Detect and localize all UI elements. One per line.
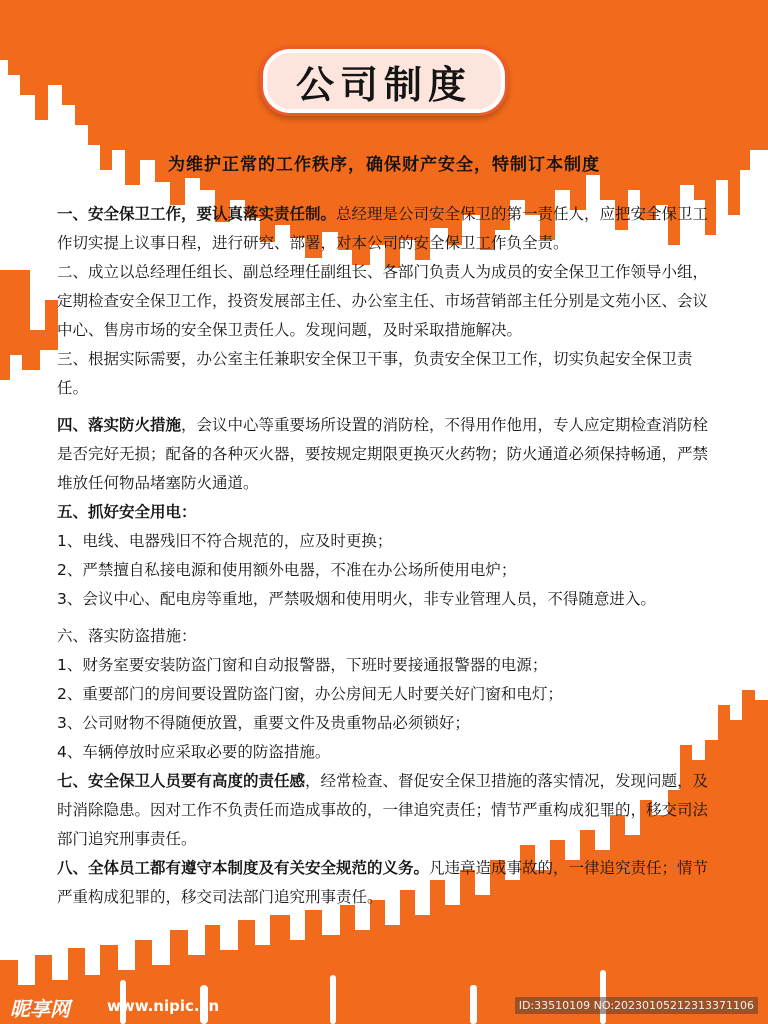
paragraph	[57, 258, 717, 345]
paragraph	[57, 200, 717, 258]
watermark-logo: 昵享网	[10, 997, 70, 1021]
paragraph-text: 1、电线、电器残旧不符合规范的，应及时更换；	[57, 532, 393, 550]
paragraph	[57, 680, 717, 709]
title-badge	[260, 46, 508, 116]
page-title: 公司制度	[295, 62, 472, 107]
paragraph-text: 4、车辆停放时应采取必要的防盗措施。	[57, 743, 331, 761]
regulation-body	[57, 200, 717, 912]
paragraph-heading: 七、安全保卫人员要有高度的责任感	[57, 772, 306, 790]
paragraph-text: 3、公司财物不得随便放置，重要文件及贵重物品必须锁好；	[57, 714, 470, 732]
paragraph	[57, 585, 717, 614]
paragraph-text: 3、会议中心、配电房等重地，严禁吸烟和使用明火，非专业管理人员，不得随意进入。	[57, 590, 656, 608]
paragraph-text: 2、重要部门的房间要设置防盗门窗，办公房间无人时要关好门窗和电灯；	[57, 685, 563, 703]
paragraph	[57, 527, 717, 556]
paragraph-heading: 四、落实防火措施	[57, 416, 182, 434]
paragraph-text: 凡违章造成事故的，一律追究责任；情节严重构成犯罪的，移交司法部门追究刑事责任。	[57, 859, 709, 906]
paragraph	[57, 767, 717, 854]
paragraph	[57, 651, 717, 680]
paragraph-heading: 五、抓好安全用电：	[57, 503, 197, 521]
paragraph-text: ，经常检查、督促安全保卫措施的落实情况，发现问题，及时消除隐患。因对工作不负责任而造成事故的，一律追究责任；情节严重构成犯罪的，移交司法部门追究刑事责任。	[57, 772, 709, 848]
paragraph-text: 二、成立以总经理任组长、副总经理任副组长、各部门负责人为成员的安全保卫工作领导小组，定期检查安全保卫工作，投资发展部主任、办公室主任、市场营销部主任分别是文苑小区、会议中心、售房市场的安全保卫责任人。发现问题，及时采取措施解决。	[57, 263, 709, 339]
paragraph-text: 2、严禁擅自私接电源和使用额外电器，不准在办公场所使用电炉；	[57, 561, 517, 579]
paragraph-text: 总经理是公司安全保卫的第一责任人，应把安全保卫工作切实提上议事日程，进行研究、部署，对本公司的安全保卫工作负全责。	[57, 205, 709, 252]
paragraph-heading: 八、全体员工都有遵守本制度及有关安全规范的义务。	[57, 859, 430, 877]
watermark-site: www.nipic.cn	[107, 997, 220, 1015]
paragraph-text: 1、财务室要安装防盗门窗和自动报警器，下班时要接通报警器的电源；	[57, 656, 548, 674]
paragraph-text: ，会议中心等重要场所设置的消防栓，不得用作他用，专人应定期检查消防栓是否完好无损；配备的各种灭火器，要按规定期限更换灭火药物；防火通道必须保持畅通，严禁堆放任何物品堵塞防火通道。	[57, 416, 709, 492]
paragraph	[57, 345, 717, 403]
paragraph	[57, 622, 717, 651]
paragraph-text: 六、落实防盗措施：	[57, 627, 197, 645]
paragraph-heading: 一、安全保卫工作，要认真落实责任制。	[57, 205, 337, 223]
paragraph	[57, 709, 717, 738]
image-id-label: ID:33510109 NO:20230105212313371106	[515, 997, 758, 1014]
paragraph	[57, 411, 717, 498]
subtitle: 为维护正常的工作秩序，确保财产安全，特制订本制度	[168, 155, 600, 175]
paragraph	[57, 498, 717, 527]
paragraph	[57, 738, 717, 767]
paragraph	[57, 854, 717, 912]
paragraph	[57, 556, 717, 585]
paragraph-text: 三、根据实际需要，办公室主任兼职安全保卫干事，负责安全保卫工作，切实负起安全保卫责任。	[57, 350, 693, 397]
